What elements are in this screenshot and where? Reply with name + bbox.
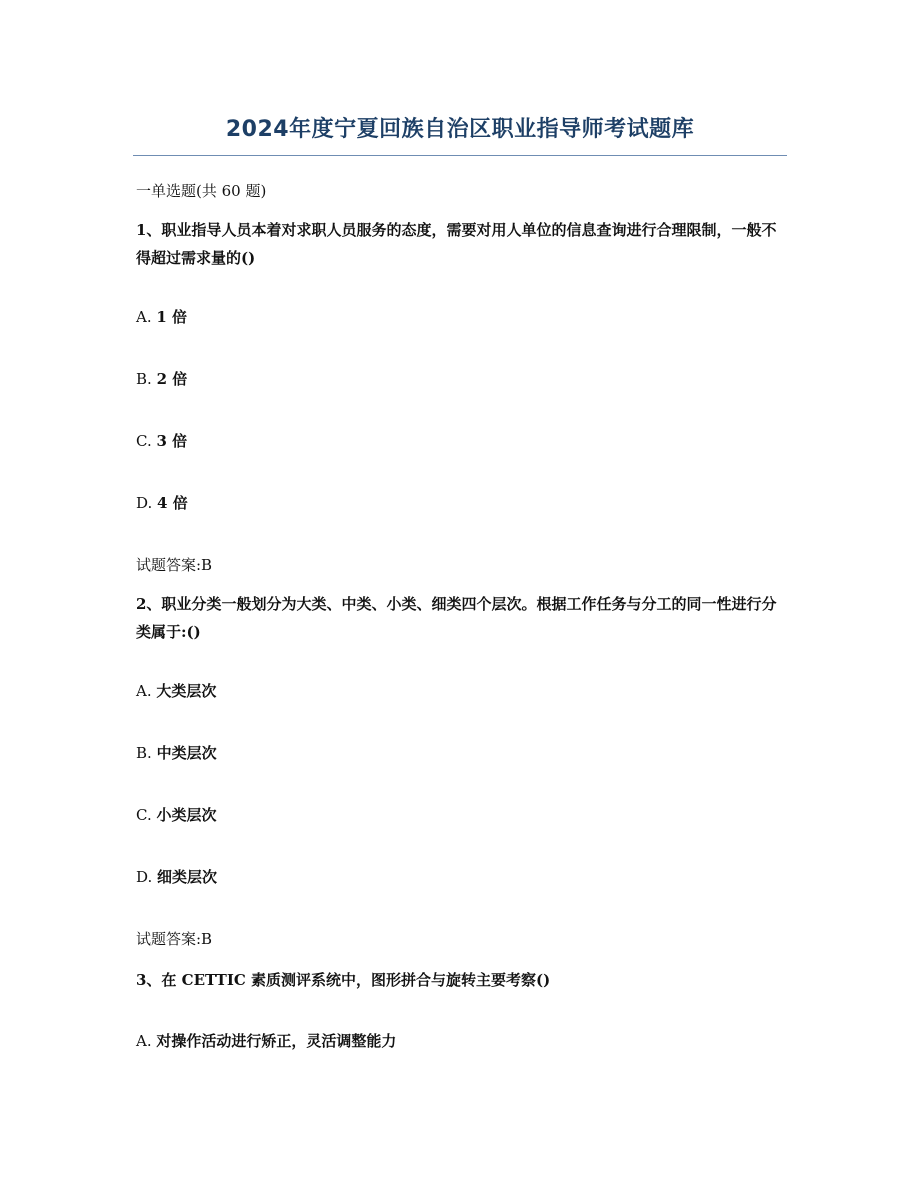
option-b (136, 743, 217, 763)
answer-line: 试题答案:B (136, 930, 213, 948)
option-a (136, 1031, 396, 1051)
option-letter: C. (136, 432, 152, 450)
question-stem: 3、在 CETTIC 素质测评系统中，图形拼合与旋转主要考察() (136, 971, 551, 989)
document-title: 2024年度宁夏回族自治区职业指导师考试题库 (225, 117, 695, 142)
option-c (136, 805, 217, 825)
option-text: 4 倍 (157, 494, 188, 512)
option-a (136, 307, 187, 327)
option-text: 1 倍 (156, 308, 188, 326)
question-stem: 2、职业分类一般划分为大类、中类、小类、细类四个层次。根据工作任务与分工的同一性进行分类属于:() (136, 595, 777, 641)
option-text: 对操作活动进行矫正，灵活调整能力 (156, 1032, 397, 1050)
option-letter: B. (136, 370, 152, 388)
option-c (136, 431, 187, 451)
option-text: 小类层次 (156, 806, 217, 824)
answer-line: 试题答案:B (136, 556, 213, 574)
option-text: 细类层次 (157, 868, 218, 886)
option-text: 3 倍 (156, 432, 188, 450)
option-a (136, 681, 216, 701)
option-d (136, 493, 188, 513)
option-letter: A. (136, 308, 152, 326)
option-d (136, 867, 217, 887)
option-text: 中类层次 (156, 744, 217, 762)
option-letter: B. (136, 744, 152, 762)
option-text: 大类层次 (156, 682, 217, 700)
section-header: 一单选题(共 60 题) (136, 182, 267, 200)
option-text: 2 倍 (156, 370, 188, 388)
question-stem: 1、职业指导人员本着对求职人员服务的态度，需要对用人单位的信息查询进行合理限制，一般不得超过需求量的() (136, 221, 777, 267)
option-letter: D. (136, 868, 153, 886)
option-letter: A. (136, 1032, 152, 1050)
option-b (136, 369, 187, 389)
title-divider (133, 155, 787, 156)
option-letter: C. (136, 806, 152, 824)
option-letter: D. (136, 494, 153, 512)
option-letter: A. (136, 682, 152, 700)
